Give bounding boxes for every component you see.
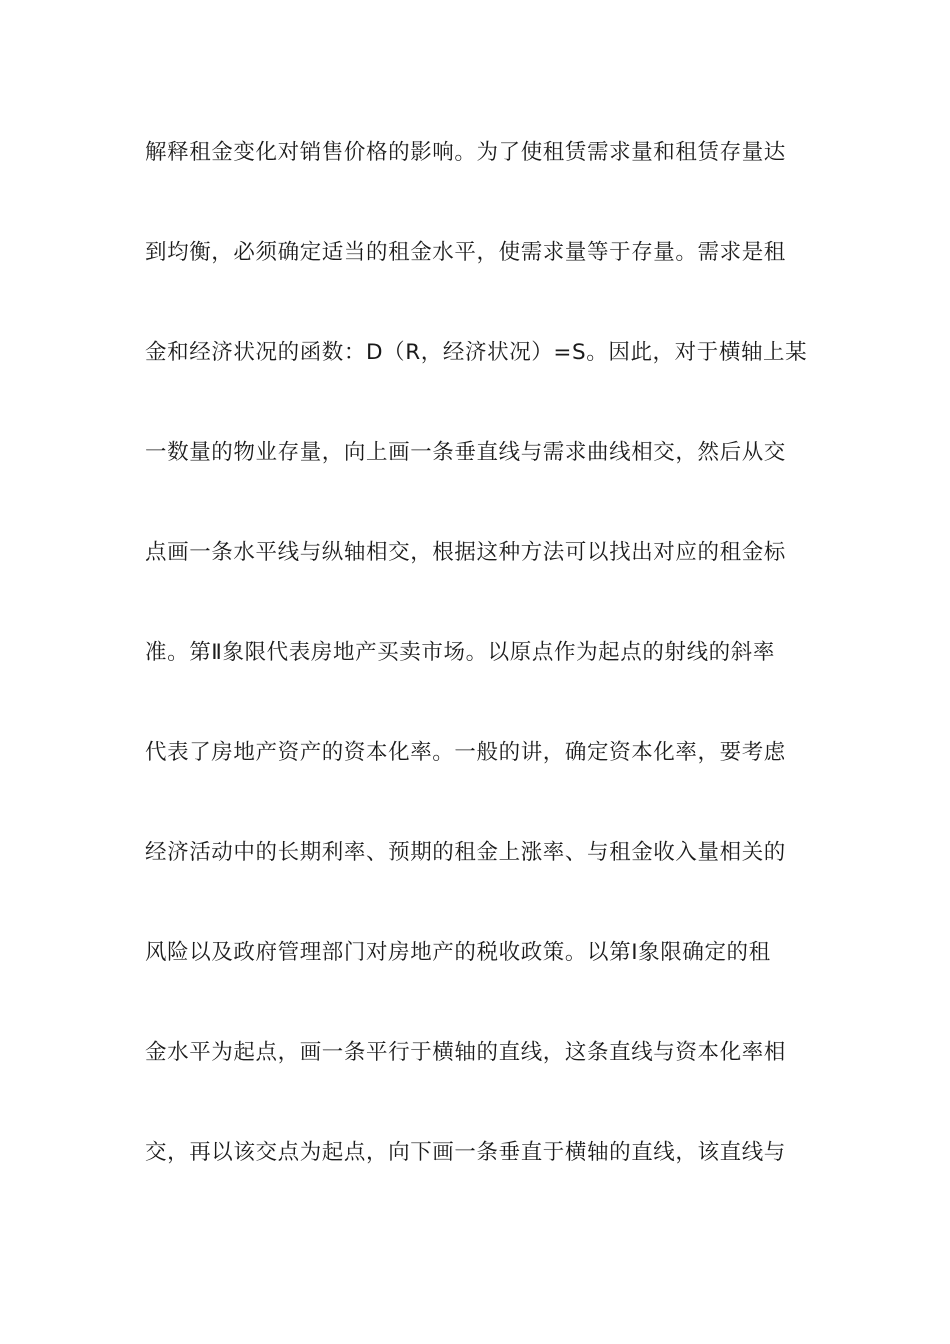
text-line: 到均衡，必须确定适当的租金水平，使需求量等于存量。需求是租	[145, 240, 786, 265]
text-line: 经济活动中的长期利率、预期的租金上涨率、与租金收入量相关的	[145, 840, 786, 865]
text-line: 风险以及政府管理部门对房地产的税收政策。以第Ⅰ象限确定的租	[145, 940, 771, 965]
text-line: 解释租金变化对销售价格的影响。为了使租赁需求量和租赁存量达	[145, 140, 786, 165]
text-line: 代表了房地产资产的资本化率。一般的讲，确定资本化率，要考虑	[145, 740, 786, 765]
text-line: 准。第Ⅱ象限代表房地产买卖市场。以原点作为起点的射线的斜率	[145, 640, 775, 665]
text-line: 金水平为起点，画一条平行于横轴的直线，这条直线与资本化率相	[145, 1040, 786, 1065]
text-line: 一数量的物业存量，向上画一条垂直线与需求曲线相交，然后从交	[145, 440, 786, 465]
text-line: 交，再以该交点为起点，向下画一条垂直于横轴的直线，该直线与	[145, 1140, 786, 1165]
body-paragraph	[145, 134, 810, 1234]
text-line: 点画一条水平线与纵轴相交，根据这种方法可以找出对应的租金标	[145, 540, 786, 565]
text-line: 金和经济状况的函数：D（R，经济状况）=S。因此，对于横轴上某	[145, 340, 808, 365]
